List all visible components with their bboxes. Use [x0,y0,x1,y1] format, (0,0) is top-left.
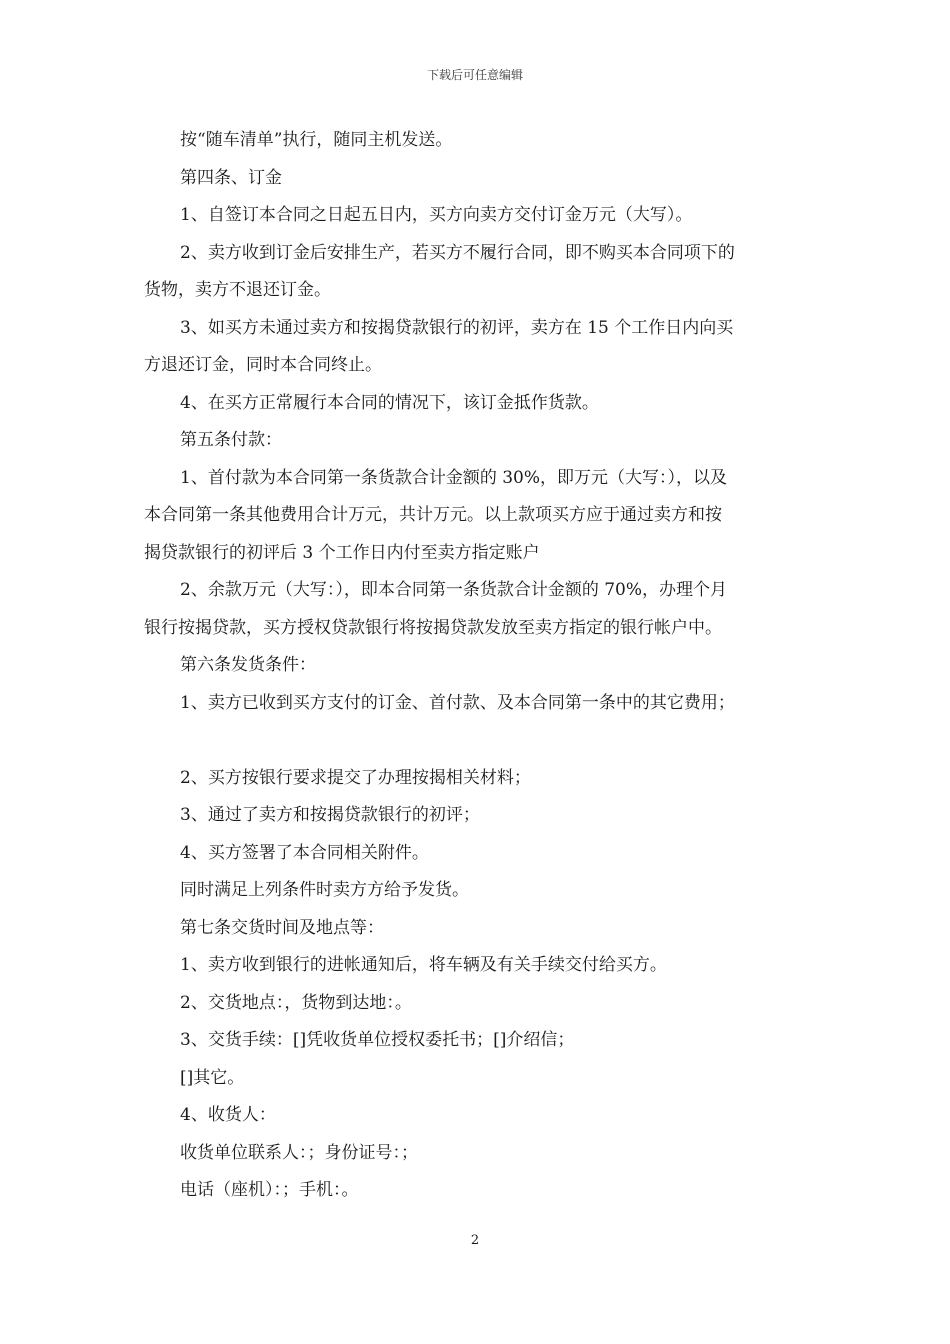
paragraph-line: 4、收货人： [180,1105,276,1125]
paragraph-line: 3、通过了卖方和按揭贷款银行的初评； [180,805,480,825]
page-header: 下载后可任意编辑 [426,68,523,82]
section-heading: 第五条付款： [180,430,282,450]
paragraph-line: 3、交货手续：[]凭收货单位授权委托书；[]介绍信； [180,1030,575,1050]
paragraph-line: 1、卖方收到银行的进帐通知后，将车辆及有关手续交付给买方。 [180,955,667,975]
paragraph-line: 4、在买方正常履行本合同的情况下，该订金抵作货款。 [180,392,599,413]
paragraph-line: 1、自签订本合同之日起五日内，买方向卖方交付订金万元（大写）。 [180,205,693,225]
paragraph-line: []其它。 [180,1067,245,1088]
paragraph-line: 揭贷款银行的初评后 3 个工作日内付至卖方指定账户 [144,542,540,563]
paragraph-line: 4、买方签署了本合同相关附件。 [180,842,429,863]
section-heading: 第七条交货时间及地点等： [180,917,384,938]
paragraph-line: 2、余款万元（大写：），即本合同第一条货款合计金额的 70%，办理个月 [180,580,728,600]
blank-line [144,722,808,760]
section-heading: 第四条、订金 [180,167,282,188]
paragraph-line: 1、卖方已收到买方支付的订金、首付款、及本合同第一条中的其它费用； [180,692,735,713]
paragraph-line: 按“随车清单”执行，随同主机发送。 [180,130,453,150]
paragraph-line: 货物，卖方不退还订金。 [144,280,331,300]
page-number: 2 [470,1233,480,1248]
section-heading: 第六条发货条件： [180,655,316,675]
paragraph-line: 银行按揭贷款，买方授权贷款银行将按揭贷款发放至卖方指定的银行帐户中。 [144,617,722,638]
paragraph-line: 同时满足上列条件时卖方方给予发货。 [180,880,469,900]
paragraph-line: 本合同第一条其他费用合计万元，共计万元。以上款项买方应于通过卖方和按 [144,505,722,525]
paragraph-line: 1、首付款为本合同第一条货款合计金额的 30%，即万元（大写：），以及 [180,467,728,488]
paragraph-line: 2、买方按银行要求提交了办理按揭相关材料； [180,767,531,788]
paragraph-line: 3、如买方未通过卖方和按揭贷款银行的初评，卖方在 15 个工作日内向买 [180,317,734,338]
paragraph-line: 2、交货地点：，货物到达地：。 [180,992,412,1013]
paragraph-line: 电话（座机）：；手机：。 [180,1180,359,1200]
document-body [144,122,808,1210]
paragraph-line: 方退还订金，同时本合同终止。 [144,355,382,375]
paragraph-line: 2、卖方收到订金后安排生产，若买方不履行合同，即不购买本合同项下的 [180,242,735,263]
paragraph-line: 收货单位联系人：；身份证号：； [180,1142,418,1163]
